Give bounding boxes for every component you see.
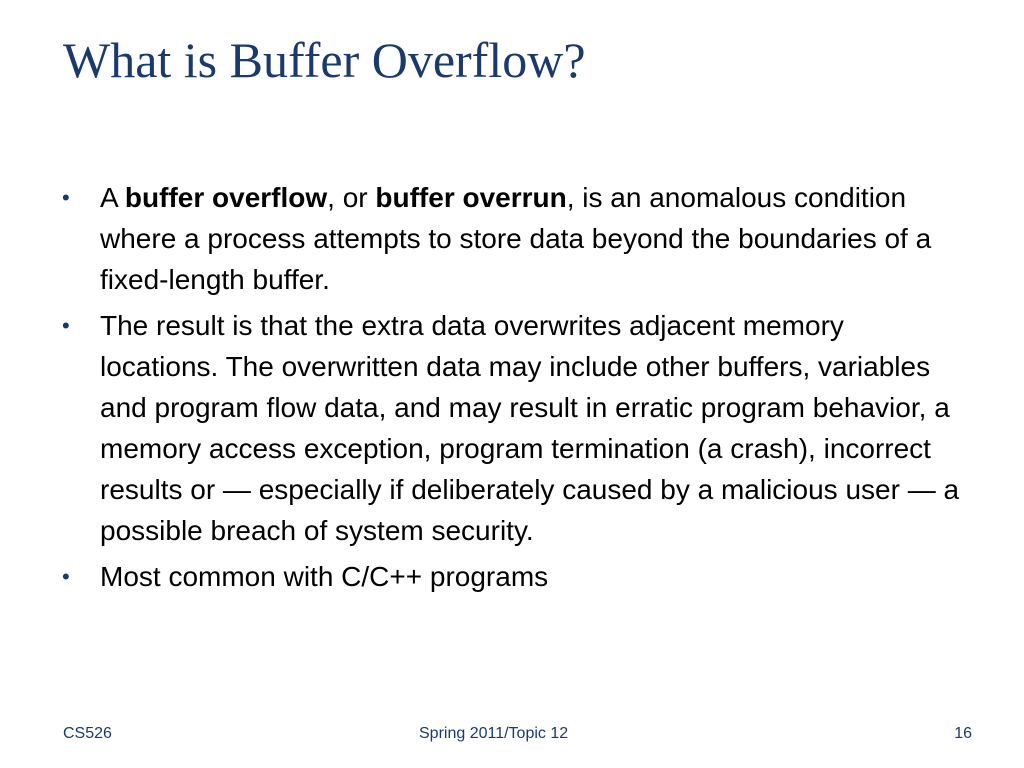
bullet-item-definition <box>62 177 967 300</box>
bullet-icon: • <box>62 313 70 338</box>
definition-rest: , is an anomalous condition where a process attempts to store data beyond the boundaries of a fixed-length buffer. <box>100 182 932 295</box>
bullet-list <box>62 177 967 602</box>
consequences-text: The result is that the extra data overwrites adjacent memory locations. The overwritten data may include other buffers, variables and program flow data, and may result in erratic program behavior, a memory access exception, program termination (a crash), incorrect results or — especially if deliberately caused by a malicious user — a possible breach of system security. <box>100 310 960 546</box>
common-languages-text: Most common with C/C++ programs <box>100 561 549 592</box>
bullet-icon: • <box>62 564 70 589</box>
definition-prefix: A <box>100 182 125 213</box>
bullet-item-consequences <box>62 305 967 551</box>
footer-term-topic: Spring 2011/Topic 12 <box>419 725 569 742</box>
term-buffer-overflow: buffer overflow <box>124 182 328 213</box>
bullet-icon: • <box>62 185 70 210</box>
term-buffer-overrun: buffer overrun <box>375 182 567 213</box>
slide-title: What is Buffer Overflow? <box>63 32 586 88</box>
footer-page-number: 16 <box>954 725 972 742</box>
footer-course: CS526 <box>63 725 112 742</box>
bullet-item-common-languages <box>62 556 967 597</box>
definition-connector: , or <box>327 182 376 213</box>
